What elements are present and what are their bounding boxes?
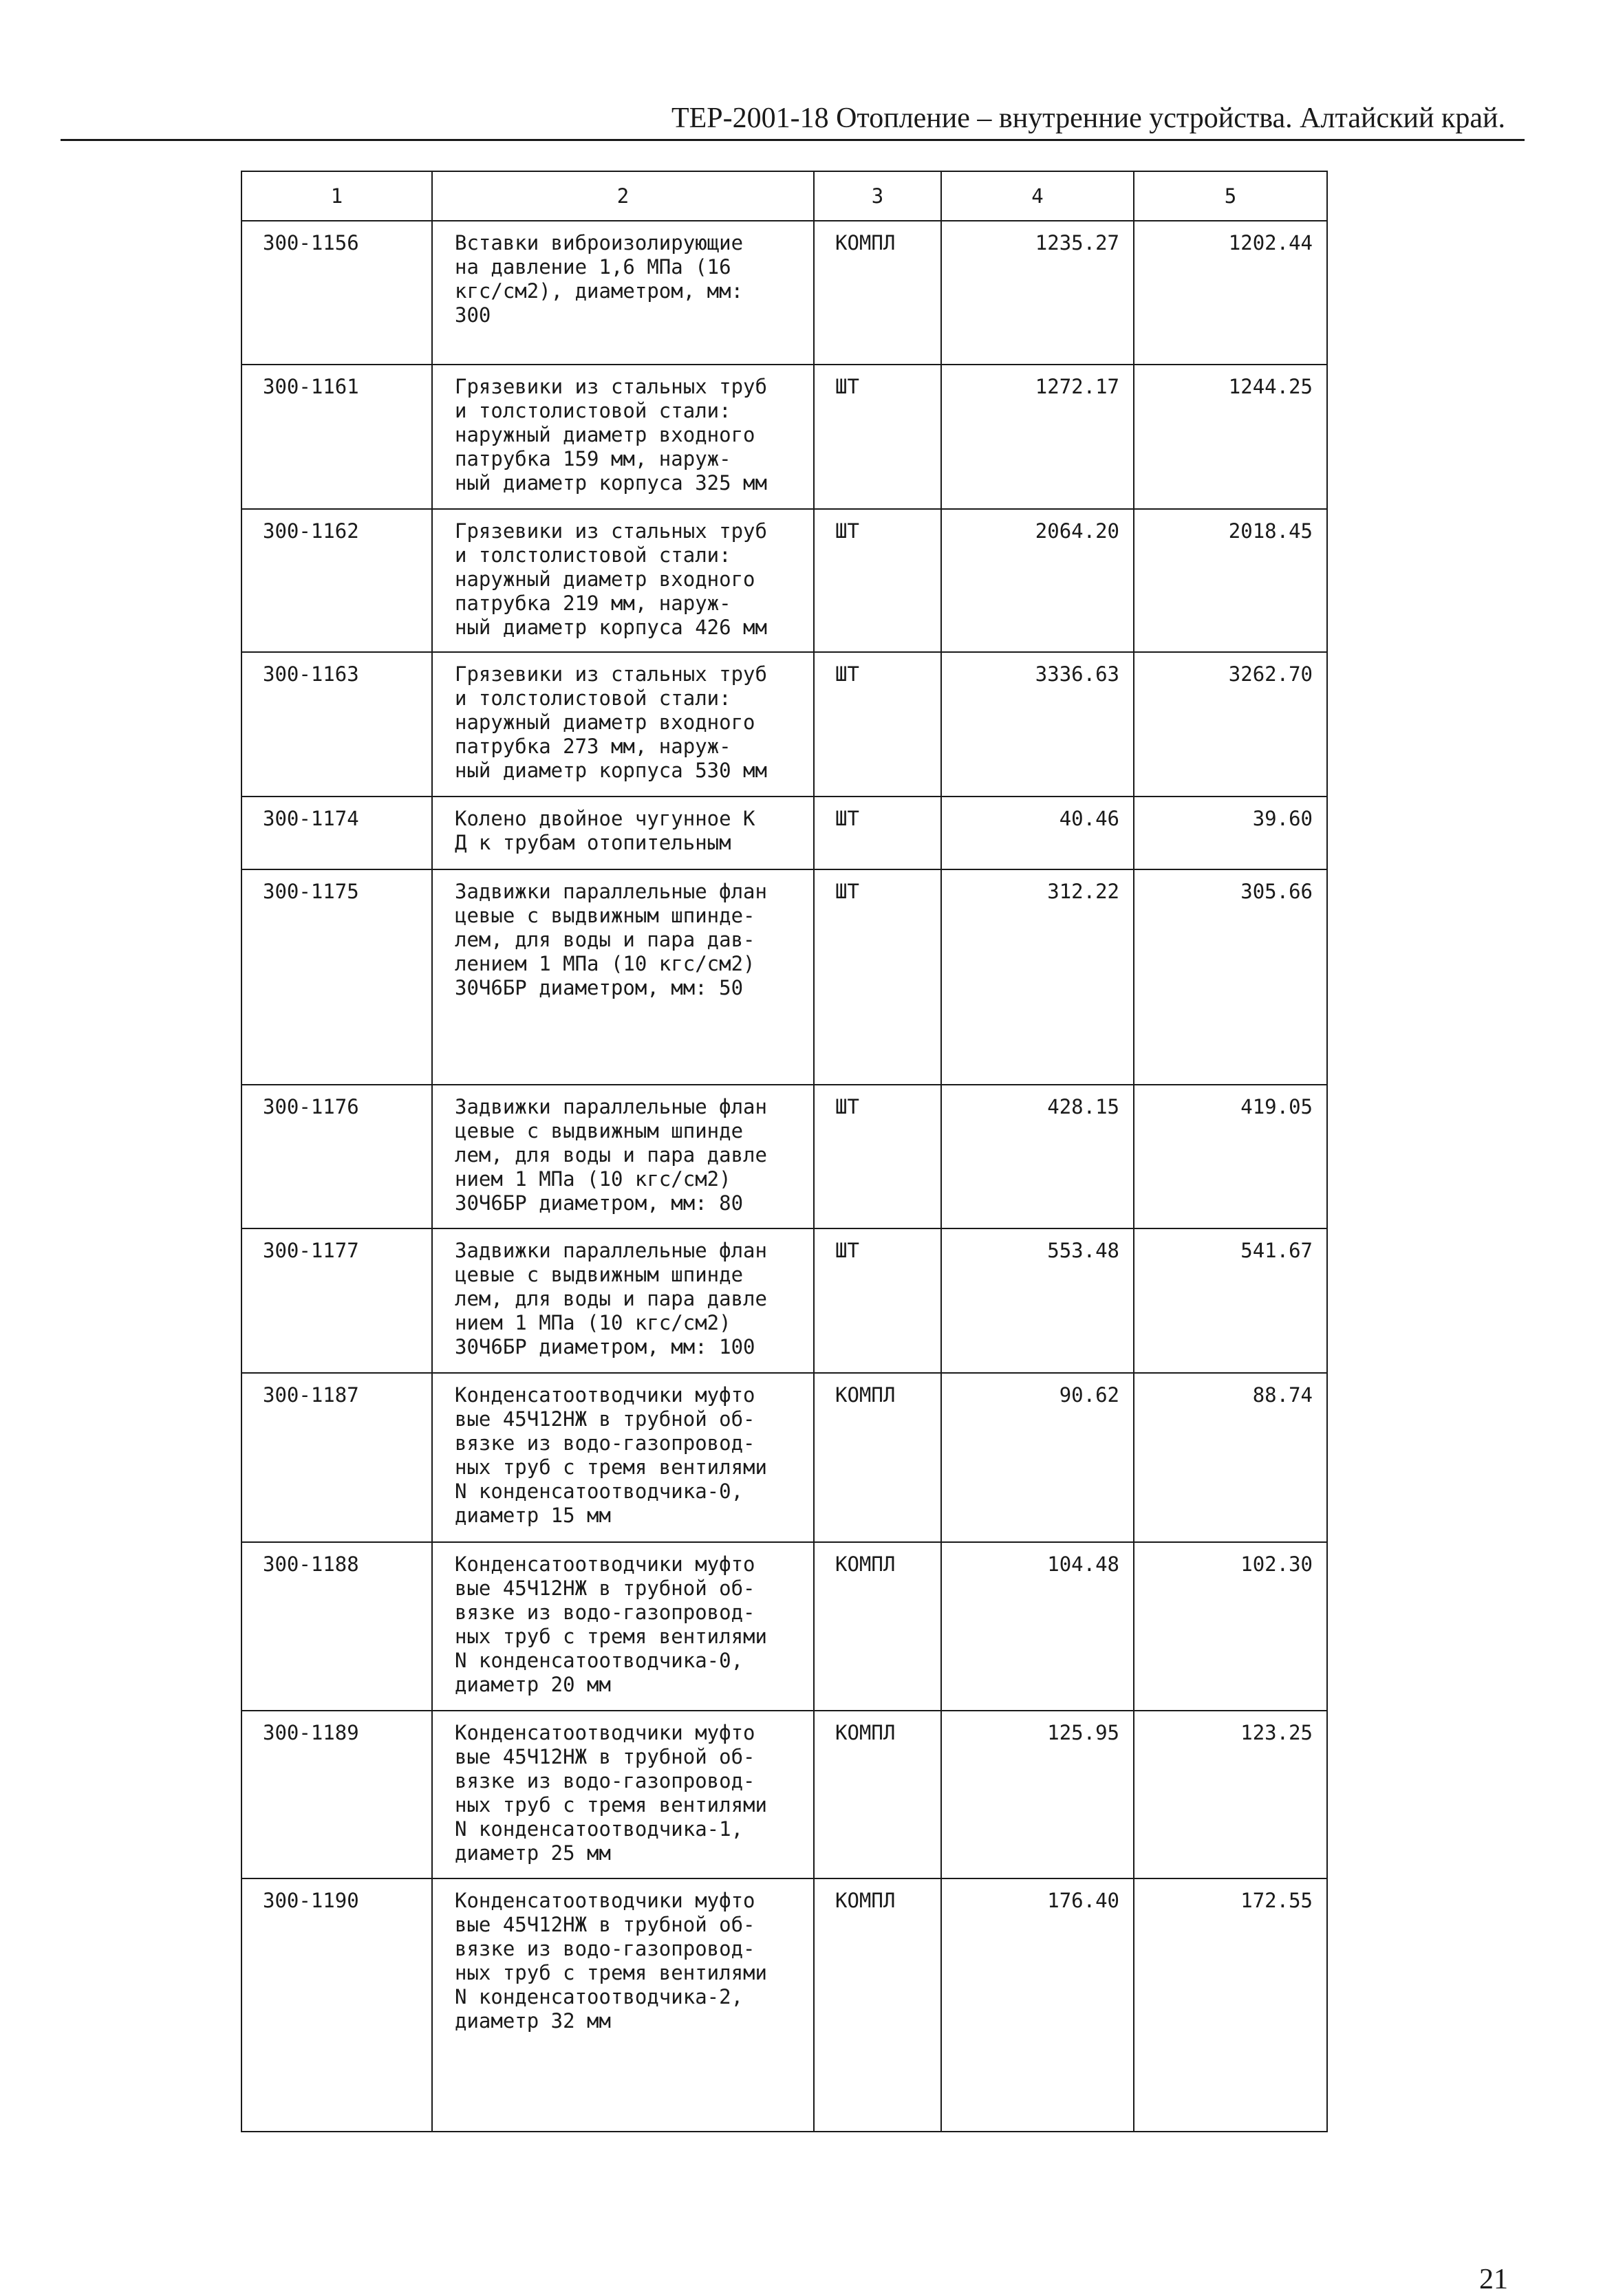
column-number: 1 — [241, 171, 432, 221]
price-value-2: 3262.70 — [1228, 662, 1313, 686]
resource-code-cell — [241, 1228, 432, 1373]
price-value-2-cell — [1134, 1373, 1327, 1542]
price-value-1-cell — [941, 1878, 1134, 2132]
resource-code-cell — [241, 1085, 432, 1228]
price-value-1-cell — [941, 365, 1134, 509]
document-title: ТЕР-2001-18 Отопление – внутренние устройства. Алтайский край. — [671, 102, 1505, 134]
resource-name: Грязевики из стальных труб и толстолистовой стали: наружный диаметр входного патрубка 273 мм, наруж- ный диаметр корпуса 530 мм — [455, 662, 767, 782]
price-value-2-cell — [1134, 1228, 1327, 1373]
table-row — [241, 797, 1327, 869]
unit-of-measure: КОМПЛ — [835, 1552, 896, 1576]
price-value-1-cell — [941, 1373, 1134, 1542]
price-value-1: 90.62 — [1059, 1383, 1119, 1407]
resource-name: Задвижки параллельные флан цевые с выдвижным шпинде лем, для воды и пара давле нием 1 МПа (10 кгс/см2) 30Ч6БР диаметром, мм: 80 — [455, 1095, 767, 1215]
resource-code: 300-1177 — [263, 1239, 359, 1262]
table-row — [241, 869, 1327, 1085]
price-value-2-cell — [1134, 1711, 1327, 1878]
unit-of-measure: КОМПЛ — [835, 1721, 896, 1744]
unit-of-measure: ШТ — [835, 662, 859, 686]
price-value-2: 39.60 — [1252, 807, 1313, 830]
price-value-1-cell — [941, 509, 1134, 652]
unit-of-measure-cell — [814, 509, 941, 652]
unit-of-measure-cell — [814, 652, 941, 797]
table-row — [241, 221, 1327, 365]
price-value-2-cell — [1134, 1878, 1327, 2132]
resource-name-cell — [432, 365, 814, 509]
price-value-2-cell — [1134, 365, 1327, 509]
price-value-1-cell — [941, 1542, 1134, 1711]
unit-of-measure-cell — [814, 1878, 941, 2132]
column-number: 5 — [1134, 171, 1327, 221]
price-value-1: 3336.63 — [1035, 662, 1119, 686]
price-value-1-cell — [941, 869, 1134, 1085]
resource-code: 300-1163 — [263, 662, 359, 686]
resource-code: 300-1175 — [263, 880, 359, 903]
price-value-2: 1202.44 — [1228, 231, 1313, 254]
unit-of-measure: ШТ — [835, 807, 859, 830]
resource-code-cell — [241, 509, 432, 652]
unit-of-measure: ШТ — [835, 880, 859, 903]
column-numbers-row — [241, 171, 1327, 221]
resource-code: 300-1174 — [263, 807, 359, 830]
price-value-2-cell — [1134, 652, 1327, 797]
resource-name: Конденсатоотводчики муфто вые 45Ч12НЖ в трубной об- вязке из водо-газопровод- ных труб с тремя вентилями N конденсатоотводчика-0, диаметр 15 мм — [455, 1383, 767, 1527]
price-table — [241, 171, 1328, 2132]
price-value-1-cell — [941, 1711, 1134, 1878]
price-value-1-cell — [941, 221, 1134, 365]
resource-name: Вставки виброизолирующие на давление 1,6 МПа (16 кгс/см2), диаметром, мм: 300 — [455, 231, 744, 327]
unit-of-measure: ШТ — [835, 1239, 859, 1262]
price-value-2-cell — [1134, 1085, 1327, 1228]
table-row — [241, 652, 1327, 797]
price-value-1: 125.95 — [1047, 1721, 1119, 1744]
resource-code-cell — [241, 797, 432, 869]
resource-code: 300-1162 — [263, 519, 359, 543]
table-row — [241, 509, 1327, 652]
price-value-2-cell — [1134, 1542, 1327, 1711]
resource-name-cell — [432, 652, 814, 797]
resource-name: Задвижки параллельные флан цевые с выдвижным шпинде лем, для воды и пара давле нием 1 МПа (10 кгс/см2) 30Ч6БР диаметром, мм: 100 — [455, 1239, 767, 1358]
unit-of-measure-cell — [814, 1228, 941, 1373]
unit-of-measure-cell — [814, 221, 941, 365]
resource-name-cell — [432, 221, 814, 365]
resource-name-cell — [432, 509, 814, 652]
resource-name: Конденсатоотводчики муфто вые 45Ч12НЖ в трубной об- вязке из водо-газопровод- ных труб с тремя вентилями N конденсатоотводчика-2, диаметр 32 мм — [455, 1889, 767, 2033]
resource-name-cell — [432, 1228, 814, 1373]
resource-name-cell — [432, 1085, 814, 1228]
table-row — [241, 1373, 1327, 1542]
resource-code: 300-1188 — [263, 1552, 359, 1576]
unit-of-measure-cell — [814, 1711, 941, 1878]
resource-code: 300-1190 — [263, 1889, 359, 1912]
table-row — [241, 365, 1327, 509]
resource-name-cell — [432, 1878, 814, 2132]
resource-name-cell — [432, 797, 814, 869]
table-row — [241, 1228, 1327, 1373]
column-number: 3 — [814, 171, 941, 221]
resource-code-cell — [241, 1878, 432, 2132]
resource-name-cell — [432, 1711, 814, 1878]
price-value-2: 88.74 — [1252, 1383, 1313, 1407]
unit-of-measure-cell — [814, 1373, 941, 1542]
price-value-1: 40.46 — [1059, 807, 1119, 830]
table-header — [241, 171, 1327, 221]
unit-of-measure-cell — [814, 869, 941, 1085]
price-value-1: 2064.20 — [1035, 519, 1119, 543]
resource-code: 300-1189 — [263, 1721, 359, 1744]
table-row — [241, 1542, 1327, 1711]
table-body — [241, 221, 1327, 2132]
unit-of-measure: КОМПЛ — [835, 231, 896, 254]
price-value-2: 172.55 — [1240, 1889, 1313, 1912]
table-row — [241, 1711, 1327, 1878]
price-value-2-cell — [1134, 509, 1327, 652]
resource-code-cell — [241, 221, 432, 365]
price-value-1: 1235.27 — [1035, 231, 1119, 254]
price-value-2: 1244.25 — [1228, 375, 1313, 398]
price-value-1: 1272.17 — [1035, 375, 1119, 398]
unit-of-measure: ШТ — [835, 375, 859, 398]
resource-code: 300-1161 — [263, 375, 359, 398]
resource-code: 300-1187 — [263, 1383, 359, 1407]
column-number: 2 — [432, 171, 814, 221]
resource-name-cell — [432, 869, 814, 1085]
price-value-1-cell — [941, 797, 1134, 869]
resource-code-cell — [241, 869, 432, 1085]
page-header — [61, 96, 1525, 141]
resource-code-cell — [241, 652, 432, 797]
price-value-1: 176.40 — [1047, 1889, 1119, 1912]
unit-of-measure-cell — [814, 797, 941, 869]
unit-of-measure-cell — [814, 1085, 941, 1228]
resource-code-cell — [241, 1711, 432, 1878]
price-value-1-cell — [941, 1228, 1134, 1373]
price-value-2: 419.05 — [1240, 1095, 1313, 1118]
table-row — [241, 1878, 1327, 2132]
price-value-1-cell — [941, 652, 1134, 797]
resource-name: Грязевики из стальных труб и толстолистовой стали: наружный диаметр входного патрубка 159 мм, наруж- ный диаметр корпуса 325 мм — [455, 375, 767, 495]
price-value-2-cell — [1134, 221, 1327, 365]
table-row — [241, 1085, 1327, 1228]
column-number: 4 — [941, 171, 1134, 221]
price-value-2: 102.30 — [1240, 1552, 1313, 1576]
resource-name-cell — [432, 1542, 814, 1711]
price-value-2-cell — [1134, 797, 1327, 869]
price-value-1: 428.15 — [1047, 1095, 1119, 1118]
unit-of-measure-cell — [814, 1542, 941, 1711]
resource-name: Грязевики из стальных труб и толстолистовой стали: наружный диаметр входного патрубка 219 мм, наруж- ный диаметр корпуса 426 мм — [455, 519, 767, 639]
unit-of-measure: КОМПЛ — [835, 1889, 896, 1912]
resource-code-cell — [241, 365, 432, 509]
price-value-1: 104.48 — [1047, 1552, 1119, 1576]
resource-name: Колено двойное чугунное К Д к трубам отопительным — [455, 807, 755, 854]
unit-of-measure: ШТ — [835, 1095, 859, 1118]
price-value-1: 553.48 — [1047, 1239, 1119, 1262]
resource-name-cell — [432, 1373, 814, 1542]
price-value-1: 312.22 — [1047, 880, 1119, 903]
resource-name: Конденсатоотводчики муфто вые 45Ч12НЖ в трубной об- вязке из водо-газопровод- ных труб с тремя вентилями N конденсатоотводчика-0, диаметр 20 мм — [455, 1552, 767, 1696]
resource-code-cell — [241, 1542, 432, 1711]
unit-of-measure: КОМПЛ — [835, 1383, 896, 1407]
unit-of-measure: ШТ — [835, 519, 859, 543]
resource-code: 300-1176 — [263, 1095, 359, 1118]
price-value-2: 305.66 — [1240, 880, 1313, 903]
price-value-2: 2018.45 — [1228, 519, 1313, 543]
price-value-2-cell — [1134, 869, 1327, 1085]
price-value-2: 123.25 — [1240, 1721, 1313, 1744]
resource-name: Конденсатоотводчики муфто вые 45Ч12НЖ в трубной об- вязке из водо-газопровод- ных труб с тремя вентилями N конденсатоотводчика-1, диаметр 25 мм — [455, 1721, 767, 1865]
resource-code: 300-1156 — [263, 231, 359, 254]
price-value-2: 541.67 — [1240, 1239, 1313, 1262]
resource-name: Задвижки параллельные флан цевые с выдвижным шпинде- лем, для воды и пара дав- лением 1 МПа (10 кгс/см2) 30Ч6БР диаметром, мм: 50 — [455, 880, 767, 999]
unit-of-measure-cell — [814, 365, 941, 509]
page-number: 21 — [1479, 2264, 1508, 2295]
resource-code-cell — [241, 1373, 432, 1542]
price-value-1-cell — [941, 1085, 1134, 1228]
